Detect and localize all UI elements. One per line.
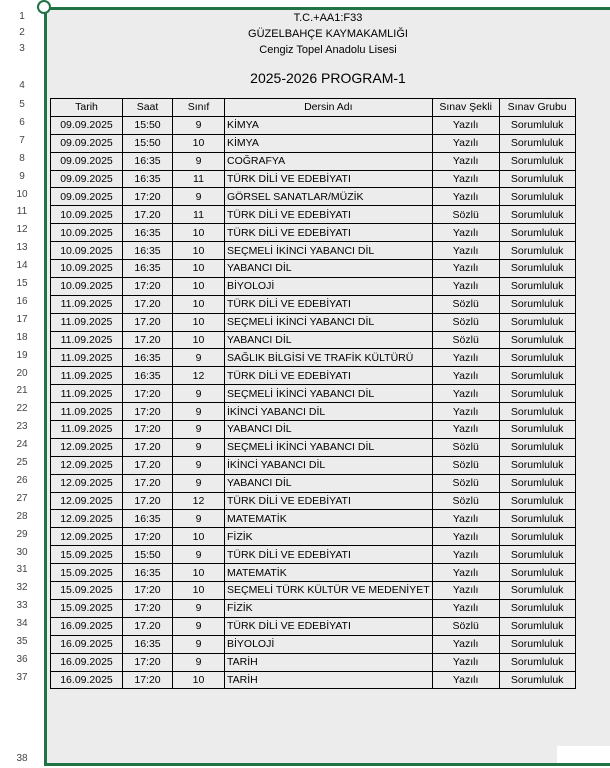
row-number[interactable]: 14 bbox=[16, 260, 28, 272]
cell-time[interactable]: 15:50 bbox=[123, 546, 173, 564]
table-row bbox=[51, 421, 576, 439]
cell-class[interactable]: 10 bbox=[173, 331, 225, 349]
table-row bbox=[51, 188, 576, 206]
cell-class[interactable]: 10 bbox=[173, 260, 225, 278]
cell-date[interactable]: 11.09.2025 bbox=[51, 403, 123, 421]
cell-date[interactable]: 11.09.2025 bbox=[51, 331, 123, 349]
cell-time[interactable]: 16:35 bbox=[123, 564, 173, 582]
row-number[interactable]: 1 bbox=[19, 11, 25, 22]
cell-time[interactable]: 17:20 bbox=[123, 653, 173, 671]
cell-exam-type[interactable]: Yazılı bbox=[432, 152, 499, 170]
cell-time[interactable]: 16:35 bbox=[123, 260, 173, 278]
row-number[interactable]: 11 bbox=[16, 206, 28, 218]
cell-exam-type[interactable]: Sözlü bbox=[432, 331, 499, 349]
cell-time[interactable]: 17.20 bbox=[123, 206, 173, 224]
cell-class[interactable]: 9 bbox=[173, 438, 225, 456]
cell-exam-type[interactable]: Yazılı bbox=[432, 224, 499, 242]
cell-course[interactable]: TARİH bbox=[225, 671, 433, 689]
cell-exam-group[interactable]: Sorumluluk bbox=[499, 474, 575, 492]
cell-date[interactable]: 10.09.2025 bbox=[51, 277, 123, 295]
cell-course[interactable]: TÜRK DİLİ VE EDEBİYATI bbox=[225, 206, 433, 224]
cell-exam-group[interactable]: Sorumluluk bbox=[499, 152, 575, 170]
cell-exam-type[interactable]: Yazılı bbox=[432, 421, 499, 439]
cell-class[interactable]: 10 bbox=[173, 295, 225, 313]
cell-class[interactable]: 10 bbox=[173, 564, 225, 582]
table-row bbox=[51, 671, 576, 689]
cell-exam-group[interactable]: Sorumluluk bbox=[499, 671, 575, 689]
header-sinif[interactable]: Sınıf bbox=[173, 99, 225, 117]
row-number[interactable]: 31 bbox=[16, 564, 28, 576]
cell-date[interactable]: 16.09.2025 bbox=[51, 635, 123, 653]
cell-date[interactable]: 15.09.2025 bbox=[51, 599, 123, 617]
row-number[interactable]: 36 bbox=[16, 653, 28, 665]
cell-class[interactable]: 9 bbox=[173, 421, 225, 439]
cell-exam-type[interactable]: Sözlü bbox=[432, 295, 499, 313]
cell-exam-type[interactable]: Yazılı bbox=[432, 242, 499, 260]
row-number[interactable]: 38 bbox=[16, 753, 28, 764]
cell-exam-group[interactable]: Sorumluluk bbox=[499, 134, 575, 152]
cell-exam-type[interactable]: Yazılı bbox=[432, 599, 499, 617]
cell-date[interactable]: 12.09.2025 bbox=[51, 528, 123, 546]
table-row bbox=[51, 313, 576, 331]
cell-exam-group[interactable]: Sorumluluk bbox=[499, 438, 575, 456]
cell-exam-type[interactable]: Yazılı bbox=[432, 134, 499, 152]
table-row bbox=[51, 582, 576, 600]
cell-exam-type[interactable]: Yazılı bbox=[432, 277, 499, 295]
table-row bbox=[51, 599, 576, 617]
cell-date[interactable]: 15.09.2025 bbox=[51, 564, 123, 582]
cell-course[interactable]: MATEMATİK bbox=[225, 510, 433, 528]
cell-exam-group[interactable]: Sorumluluk bbox=[499, 653, 575, 671]
row-number[interactable]: 9 bbox=[19, 170, 25, 182]
cell-class[interactable]: 10 bbox=[173, 671, 225, 689]
cell-date[interactable]: 16.09.2025 bbox=[51, 617, 123, 635]
cell-date[interactable]: 16.09.2025 bbox=[51, 671, 123, 689]
cell-time[interactable]: 17.20 bbox=[123, 492, 173, 510]
row-number[interactable]: 18 bbox=[16, 331, 28, 343]
row-number[interactable]: 17 bbox=[16, 313, 28, 325]
table-row bbox=[51, 224, 576, 242]
cell-date[interactable]: 09.09.2025 bbox=[51, 152, 123, 170]
cell-course[interactable]: SEÇMELİ İKİNCİ YABANCI DİL bbox=[225, 242, 433, 260]
table-row bbox=[51, 635, 576, 653]
table-row bbox=[51, 385, 576, 403]
cell-exam-type[interactable]: Sözlü bbox=[432, 438, 499, 456]
cell-date[interactable]: 12.09.2025 bbox=[51, 510, 123, 528]
cell-time[interactable]: 15:50 bbox=[123, 134, 173, 152]
cell-time[interactable]: 16:35 bbox=[123, 170, 173, 188]
cell-exam-group[interactable]: Sorumluluk bbox=[499, 421, 575, 439]
selection-border-bottom bbox=[44, 763, 610, 766]
cell-exam-group[interactable]: Sorumluluk bbox=[499, 582, 575, 600]
cell-date[interactable]: 12.09.2025 bbox=[51, 438, 123, 456]
cell-course[interactable]: TÜRK DİLİ VE EDEBİYATI bbox=[225, 170, 433, 188]
table-row bbox=[51, 260, 576, 278]
cell-exam-group[interactable]: Sorumluluk bbox=[499, 635, 575, 653]
cell-class[interactable]: 12 bbox=[173, 492, 225, 510]
selection-border-left bbox=[44, 8, 47, 765]
cell-date[interactable]: 10.09.2025 bbox=[51, 260, 123, 278]
cell-course[interactable]: TÜRK DİLİ VE EDEBİYATI bbox=[225, 295, 433, 313]
row-number[interactable]: 7 bbox=[19, 134, 25, 146]
exam-schedule-table bbox=[50, 98, 576, 689]
cell-date[interactable]: 11.09.2025 bbox=[51, 367, 123, 385]
row-number[interactable]: 35 bbox=[16, 636, 28, 647]
cell-time[interactable]: 17.20 bbox=[123, 313, 173, 331]
cell-course[interactable]: KİMYA bbox=[225, 134, 433, 152]
row-number[interactable]: 34 bbox=[16, 618, 28, 630]
cell-time[interactable]: 17:20 bbox=[123, 403, 173, 421]
cell-course[interactable]: SEÇMELİ İKİNCİ YABANCI DİL bbox=[225, 385, 433, 403]
cell-class[interactable]: 9 bbox=[173, 349, 225, 367]
header-dersin-adi[interactable]: Dersin Adı bbox=[225, 99, 433, 117]
cell-course[interactable]: YABANCI DİL bbox=[225, 331, 433, 349]
cell-course[interactable]: SEÇMELİ TÜRK KÜLTÜR VE MEDENİYET bbox=[225, 582, 433, 600]
cell-course[interactable]: SAĞLIK BİLGİSİ VE TRAFİK KÜLTÜRÜ bbox=[225, 349, 433, 367]
cell-exam-type[interactable]: Yazılı bbox=[432, 170, 499, 188]
table-row bbox=[51, 653, 576, 671]
cell-class[interactable]: 9 bbox=[173, 474, 225, 492]
cell-exam-type[interactable]: Yazılı bbox=[432, 582, 499, 600]
table-row bbox=[51, 134, 576, 152]
table-row bbox=[51, 206, 576, 224]
cell-course[interactable]: KİMYA bbox=[225, 116, 433, 134]
cell-course[interactable]: YABANCI DİL bbox=[225, 421, 433, 439]
table-header-row bbox=[51, 99, 576, 117]
row-number[interactable]: 20 bbox=[16, 367, 28, 379]
cell-exam-type[interactable]: Sözlü bbox=[432, 206, 499, 224]
cell-exam-type[interactable]: Yazılı bbox=[432, 188, 499, 206]
cell-exam-group[interactable]: Sorumluluk bbox=[499, 510, 575, 528]
cell-exam-type[interactable]: Sözlü bbox=[432, 313, 499, 331]
cell-exam-type[interactable]: Yazılı bbox=[432, 546, 499, 564]
cell-exam-type[interactable]: Yazılı bbox=[432, 671, 499, 689]
header-saat[interactable]: Saat bbox=[123, 99, 173, 117]
table-row bbox=[51, 438, 576, 456]
cell-exam-type[interactable]: Sözlü bbox=[432, 617, 499, 635]
row-number[interactable]: 8 bbox=[19, 152, 25, 164]
cell-exam-type[interactable]: Yazılı bbox=[432, 367, 499, 385]
cell-exam-group[interactable]: Sorumluluk bbox=[499, 295, 575, 313]
cell-exam-group[interactable]: Sorumluluk bbox=[499, 456, 575, 474]
cell-course[interactable]: BİYOLOJİ bbox=[225, 635, 433, 653]
cell-time[interactable]: 17:20 bbox=[123, 582, 173, 600]
table-row bbox=[51, 242, 576, 260]
row-number[interactable]: 25 bbox=[16, 457, 28, 468]
table-row bbox=[51, 510, 576, 528]
cell-class[interactable]: 9 bbox=[173, 617, 225, 635]
cell-course[interactable]: YABANCI DİL bbox=[225, 260, 433, 278]
row-number[interactable]: 19 bbox=[16, 349, 28, 361]
table-row bbox=[51, 295, 576, 313]
cell-course[interactable]: YABANCI DİL bbox=[225, 474, 433, 492]
cell-date[interactable]: 11.09.2025 bbox=[51, 385, 123, 403]
cell-exam-group[interactable]: Sorumluluk bbox=[499, 349, 575, 367]
cell-time[interactable]: 16:35 bbox=[123, 367, 173, 385]
cell-class[interactable]: 9 bbox=[173, 456, 225, 474]
cell-date[interactable]: 15.09.2025 bbox=[51, 546, 123, 564]
row-number[interactable]: 23 bbox=[16, 421, 28, 433]
row-number[interactable]: 2 bbox=[19, 27, 25, 38]
cell-exam-type[interactable]: Yazılı bbox=[432, 653, 499, 671]
cell-class[interactable]: 9 bbox=[173, 599, 225, 617]
cell-exam-type[interactable]: Yazılı bbox=[432, 349, 499, 367]
cell-date[interactable]: 12.09.2025 bbox=[51, 492, 123, 510]
cell-exam-group[interactable]: Sorumluluk bbox=[499, 242, 575, 260]
cell-date[interactable]: 11.09.2025 bbox=[51, 421, 123, 439]
cell-time[interactable]: 16:35 bbox=[123, 349, 173, 367]
cell-course[interactable]: TÜRK DİLİ VE EDEBİYATI bbox=[225, 617, 433, 635]
cell-date[interactable]: 09.09.2025 bbox=[51, 116, 123, 134]
row-number[interactable]: 29 bbox=[16, 528, 28, 540]
row-number[interactable]: 28 bbox=[16, 510, 28, 522]
row-number[interactable]: 22 bbox=[16, 403, 28, 415]
row-number[interactable]: 30 bbox=[16, 546, 28, 558]
cell-date[interactable]: 11.09.2025 bbox=[51, 313, 123, 331]
cell-exam-type[interactable]: Yazılı bbox=[432, 635, 499, 653]
cell-exam-type[interactable]: Sözlü bbox=[432, 492, 499, 510]
cell-time[interactable]: 17.20 bbox=[123, 295, 173, 313]
cell-class[interactable]: 9 bbox=[173, 635, 225, 653]
header-sinav-grubu[interactable]: Sınav Grubu bbox=[499, 99, 575, 117]
row-number[interactable]: 13 bbox=[16, 242, 28, 254]
cell-time[interactable]: 17:20 bbox=[123, 528, 173, 546]
table-row bbox=[51, 492, 576, 510]
cell-class[interactable]: 10 bbox=[173, 134, 225, 152]
cell-date[interactable]: 10.09.2025 bbox=[51, 242, 123, 260]
cell-class[interactable]: 9 bbox=[173, 385, 225, 403]
row-number[interactable]: 27 bbox=[16, 492, 28, 504]
cell-course[interactable]: TÜRK DİLİ VE EDEBİYATI bbox=[225, 367, 433, 385]
table-row bbox=[51, 331, 576, 349]
row-number[interactable]: 32 bbox=[16, 582, 28, 594]
cell-course[interactable]: FİZİK bbox=[225, 528, 433, 546]
row-number[interactable]: 3 bbox=[19, 43, 25, 54]
cell-exam-type[interactable]: Sözlü bbox=[432, 456, 499, 474]
cell-course[interactable]: İKİNCİ YABANCI DİL bbox=[225, 456, 433, 474]
cell-exam-type[interactable]: Yazılı bbox=[432, 116, 499, 134]
table-row bbox=[51, 367, 576, 385]
cell-exam-type[interactable]: Yazılı bbox=[432, 260, 499, 278]
table-row bbox=[51, 456, 576, 474]
cell-time[interactable]: 17.20 bbox=[123, 617, 173, 635]
cell-time[interactable]: 17:20 bbox=[123, 421, 173, 439]
cell-exam-group[interactable]: Sorumluluk bbox=[499, 188, 575, 206]
cell-time[interactable]: 16:35 bbox=[123, 510, 173, 528]
cell-course[interactable]: GÖRSEL SANATLAR/MÜZİK bbox=[225, 188, 433, 206]
cell-time[interactable]: 16:35 bbox=[123, 152, 173, 170]
cell-exam-group[interactable]: Sorumluluk bbox=[499, 528, 575, 546]
school-title[interactable]: Cengiz Topel Anadolu Lisesi bbox=[259, 44, 397, 56]
cell-exam-group[interactable]: Sorumluluk bbox=[499, 331, 575, 349]
cell-date[interactable]: 09.09.2025 bbox=[51, 170, 123, 188]
cell-time[interactable]: 17.20 bbox=[123, 331, 173, 349]
cell-class[interactable]: 9 bbox=[173, 152, 225, 170]
table-row bbox=[51, 403, 576, 421]
cell-exam-group[interactable]: Sorumluluk bbox=[499, 313, 575, 331]
cell-class[interactable]: 9 bbox=[173, 510, 225, 528]
program-title[interactable]: 2025-2026 PROGRAM-1 bbox=[250, 70, 406, 86]
cell-class[interactable]: 10 bbox=[173, 313, 225, 331]
selection-border-top bbox=[44, 7, 610, 10]
cell-exam-type[interactable]: Sözlü bbox=[432, 474, 499, 492]
cell-time[interactable]: 17:20 bbox=[123, 188, 173, 206]
cell-date[interactable]: 09.09.2025 bbox=[51, 188, 123, 206]
cell-time[interactable]: 17:20 bbox=[123, 599, 173, 617]
cell-time[interactable]: 17:20 bbox=[123, 277, 173, 295]
table-row bbox=[51, 277, 576, 295]
header-sinav-sekli[interactable]: Sınav Şekli bbox=[432, 99, 499, 117]
cell-time[interactable]: 16:35 bbox=[123, 224, 173, 242]
cell-exam-type[interactable]: Yazılı bbox=[432, 403, 499, 421]
cell-class[interactable]: 10 bbox=[173, 277, 225, 295]
table-row bbox=[51, 564, 576, 582]
row-number[interactable]: 6 bbox=[19, 116, 25, 128]
cell-time[interactable]: 17:20 bbox=[123, 385, 173, 403]
row-number[interactable]: 16 bbox=[16, 295, 28, 307]
cell-exam-group[interactable]: Sorumluluk bbox=[499, 170, 575, 188]
row-number[interactable]: 21 bbox=[16, 385, 28, 397]
cell-course[interactable]: SEÇMELİ İKİNCİ YABANCI DİL bbox=[225, 438, 433, 456]
cell-class[interactable]: 9 bbox=[173, 116, 225, 134]
cell-class[interactable]: 9 bbox=[173, 403, 225, 421]
cell-course[interactable]: TÜRK DİLİ VE EDEBİYATI bbox=[225, 492, 433, 510]
cell-course[interactable]: MATEMATİK bbox=[225, 564, 433, 582]
cell-exam-group[interactable]: Sorumluluk bbox=[499, 206, 575, 224]
row-number[interactable]: 10 bbox=[16, 188, 28, 200]
cell-exam-group[interactable]: Sorumluluk bbox=[499, 224, 575, 242]
header-tarih[interactable]: Tarih bbox=[51, 99, 123, 117]
cell-course[interactable]: FİZİK bbox=[225, 599, 433, 617]
cell-course[interactable]: TARİH bbox=[225, 653, 433, 671]
row-number[interactable]: 26 bbox=[16, 474, 28, 486]
unselected-cell[interactable] bbox=[557, 746, 610, 763]
cell-class[interactable]: 9 bbox=[173, 653, 225, 671]
table-row bbox=[51, 170, 576, 188]
row-number[interactable]: 12 bbox=[16, 224, 28, 236]
table-row bbox=[51, 474, 576, 492]
cell-class[interactable]: 10 bbox=[173, 242, 225, 260]
cell-course[interactable]: COĞRAFYA bbox=[225, 152, 433, 170]
cell-date[interactable]: 10.09.2025 bbox=[51, 224, 123, 242]
cell-exam-group[interactable]: Sorumluluk bbox=[499, 367, 575, 385]
cell-course[interactable]: TÜRK DİLİ VE EDEBİYATI bbox=[225, 546, 433, 564]
cell-exam-group[interactable]: Sorumluluk bbox=[499, 260, 575, 278]
cell-date[interactable]: 10.09.2025 bbox=[51, 206, 123, 224]
cell-exam-group[interactable]: Sorumluluk bbox=[499, 546, 575, 564]
cell-class[interactable]: 12 bbox=[173, 367, 225, 385]
cell-course[interactable]: TÜRK DİLİ VE EDEBİYATI bbox=[225, 224, 433, 242]
cell-date[interactable]: 11.09.2025 bbox=[51, 349, 123, 367]
cell-class[interactable]: 10 bbox=[173, 528, 225, 546]
cell-date[interactable]: 11.09.2025 bbox=[51, 295, 123, 313]
cell-class[interactable]: 10 bbox=[173, 224, 225, 242]
cell-class[interactable]: 11 bbox=[173, 206, 225, 224]
cell-date[interactable]: 16.09.2025 bbox=[51, 653, 123, 671]
cell-date[interactable]: 09.09.2025 bbox=[51, 134, 123, 152]
cell-date[interactable]: 15.09.2025 bbox=[51, 582, 123, 600]
cell-exam-group[interactable]: Sorumluluk bbox=[499, 116, 575, 134]
row-number[interactable]: 15 bbox=[16, 278, 28, 289]
cell-time[interactable]: 17.20 bbox=[123, 438, 173, 456]
row-number[interactable]: 5 bbox=[19, 99, 25, 110]
row-number[interactable]: 4 bbox=[19, 80, 25, 91]
row-number[interactable]: 37 bbox=[16, 671, 28, 683]
cell-time[interactable]: 15:50 bbox=[123, 116, 173, 134]
cell-time[interactable]: 16:35 bbox=[123, 635, 173, 653]
district-title[interactable]: GÜZELBAHÇE KAYMAKAMLIĞI bbox=[248, 28, 408, 40]
cell-exam-type[interactable]: Yazılı bbox=[432, 564, 499, 582]
cell-exam-group[interactable]: Sorumluluk bbox=[499, 277, 575, 295]
cell-course[interactable]: BİYOLOJİ bbox=[225, 277, 433, 295]
cell-class[interactable]: 11 bbox=[173, 170, 225, 188]
cell-time[interactable]: 17:20 bbox=[123, 671, 173, 689]
cell-exam-group[interactable]: Sorumluluk bbox=[499, 599, 575, 617]
row-number[interactable]: 24 bbox=[16, 439, 28, 451]
table-row bbox=[51, 349, 576, 367]
table-row bbox=[51, 116, 576, 134]
row-number-column bbox=[0, 0, 44, 768]
table-row bbox=[51, 617, 576, 635]
cell-class[interactable]: 10 bbox=[173, 582, 225, 600]
cell-date[interactable]: 12.09.2025 bbox=[51, 456, 123, 474]
cell-course[interactable]: İKİNCİ YABANCI DİL bbox=[225, 403, 433, 421]
table-row bbox=[51, 152, 576, 170]
cell-class[interactable]: 9 bbox=[173, 546, 225, 564]
row-number[interactable]: 33 bbox=[16, 600, 28, 612]
cell-class[interactable]: 9 bbox=[173, 188, 225, 206]
cell-exam-group[interactable]: Sorumluluk bbox=[499, 385, 575, 403]
cell-exam-group[interactable]: Sorumluluk bbox=[499, 617, 575, 635]
cell-exam-type[interactable]: Yazılı bbox=[432, 385, 499, 403]
formula-header-cell[interactable]: T.C.+AA1:F33 bbox=[293, 12, 363, 24]
cell-course[interactable]: SEÇMELİ İKİNCİ YABANCI DİL bbox=[225, 313, 433, 331]
cell-exam-group[interactable]: Sorumluluk bbox=[499, 492, 575, 510]
cell-time[interactable]: 17.20 bbox=[123, 456, 173, 474]
cell-time[interactable]: 16:35 bbox=[123, 242, 173, 260]
cell-date[interactable]: 12.09.2025 bbox=[51, 474, 123, 492]
cell-exam-group[interactable]: Sorumluluk bbox=[499, 403, 575, 421]
cell-exam-type[interactable]: Yazılı bbox=[432, 528, 499, 546]
cell-time[interactable]: 17.20 bbox=[123, 474, 173, 492]
cell-exam-group[interactable]: Sorumluluk bbox=[499, 564, 575, 582]
cell-exam-type[interactable]: Yazılı bbox=[432, 510, 499, 528]
table-row bbox=[51, 546, 576, 564]
table-row bbox=[51, 528, 576, 546]
